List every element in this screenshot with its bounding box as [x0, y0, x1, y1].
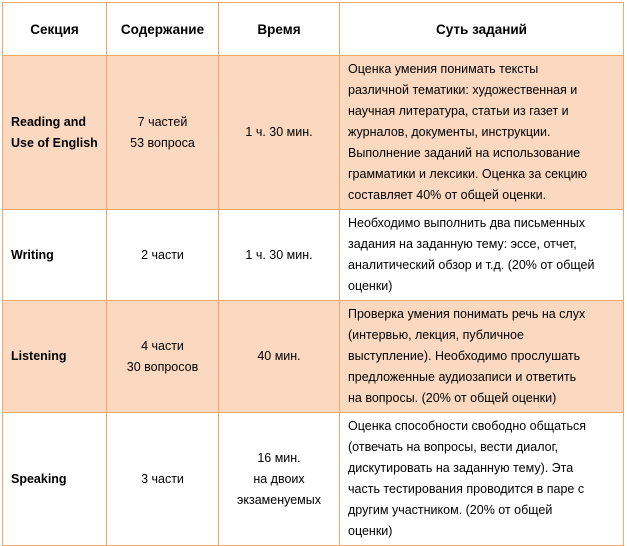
content-label: 2 части [141, 247, 184, 262]
time-label: 16 мин. [257, 450, 301, 465]
table-row-speaking [3, 413, 624, 546]
description-cell [340, 301, 624, 413]
section-cell [3, 210, 107, 301]
table-row-listening [3, 301, 624, 413]
description-cell [340, 56, 624, 210]
description-line: (интервью, лекция, публичное [348, 328, 524, 342]
content-cell [107, 56, 219, 210]
exam-structure-table [2, 2, 624, 546]
description-line: часть тестирования проводится в паре с [348, 482, 585, 496]
description-line: грамматики и лексики. Оценка за секцию [348, 167, 588, 181]
description-line: дискутировать на заданную тему). Эта [348, 461, 574, 475]
description-line: (отвечать на вопросы, вести диалог, [348, 440, 559, 454]
description-line: Необходимо выполнить два письменных [348, 216, 586, 230]
description-line: задания на заданную тему: эссе, отчет, [348, 237, 577, 251]
time-cell [219, 413, 340, 546]
description-line: другим участником. (20% от общей [348, 503, 553, 517]
content-label: 4 части [141, 338, 184, 353]
table-row-reading [3, 56, 624, 210]
header-section: Секция [3, 3, 107, 56]
description-line: предложенные аудиозаписи и ответить [348, 370, 577, 384]
header-time: Время [219, 3, 340, 56]
header-content: Содержание [107, 3, 219, 56]
description-cell [340, 413, 624, 546]
time-label: экзаменуемых [236, 492, 321, 507]
description-line: оценки) [348, 524, 393, 538]
exam-structure-table-wrapper [2, 2, 623, 546]
content-label: 53 вопроса [130, 135, 195, 150]
content-label: 3 части [141, 471, 184, 486]
table-row-writing [3, 210, 624, 301]
description-line: Выполнение заданий на использование [348, 146, 581, 160]
section-label: Writing [11, 247, 54, 262]
content-label: 30 вопросов [126, 359, 199, 374]
description-line: составляет 40% от общей оценки. [348, 188, 547, 202]
time-label: 40 мин. [257, 349, 301, 363]
time-label: 1 ч. 30 мин. [245, 125, 313, 139]
description-line: Оценка умения понимать тексты [348, 62, 539, 76]
header-essence: Суть заданий [340, 3, 624, 56]
description-line: аналитический обзор и т.д. (20% от общей [348, 258, 595, 272]
description-line: оценки) [348, 279, 393, 293]
time-cell [219, 56, 340, 210]
time-label: на двоих [253, 471, 305, 486]
description-line: Проверка умения понимать речь на слух [348, 307, 586, 321]
content-cell [107, 413, 219, 546]
description-cell [340, 210, 624, 301]
section-label: Reading and [11, 114, 87, 129]
section-label: Speaking [11, 471, 67, 486]
description-line: научная литература, статьи из газет и [348, 104, 569, 118]
section-label: Use of English [11, 135, 98, 150]
description-line: выступление). Необходимо прослушать [348, 349, 581, 363]
description-line: различной тематики: художественная и [348, 83, 578, 97]
content-label: 7 частей [137, 114, 188, 129]
content-cell [107, 210, 219, 301]
time-cell [219, 210, 340, 301]
section-cell [3, 56, 107, 210]
section-cell [3, 301, 107, 413]
description-line: журналов, документы, инструкции. [348, 125, 551, 139]
description-line: на вопросы. (20% от общей оценки) [348, 391, 557, 405]
section-cell [3, 413, 107, 546]
description-line: Оценка способности свободно общаться [348, 419, 587, 433]
time-cell [219, 301, 340, 413]
section-label: Listening [11, 349, 67, 363]
header-row [3, 3, 624, 56]
content-cell [107, 301, 219, 413]
time-label: 1 ч. 30 мин. [245, 247, 313, 262]
